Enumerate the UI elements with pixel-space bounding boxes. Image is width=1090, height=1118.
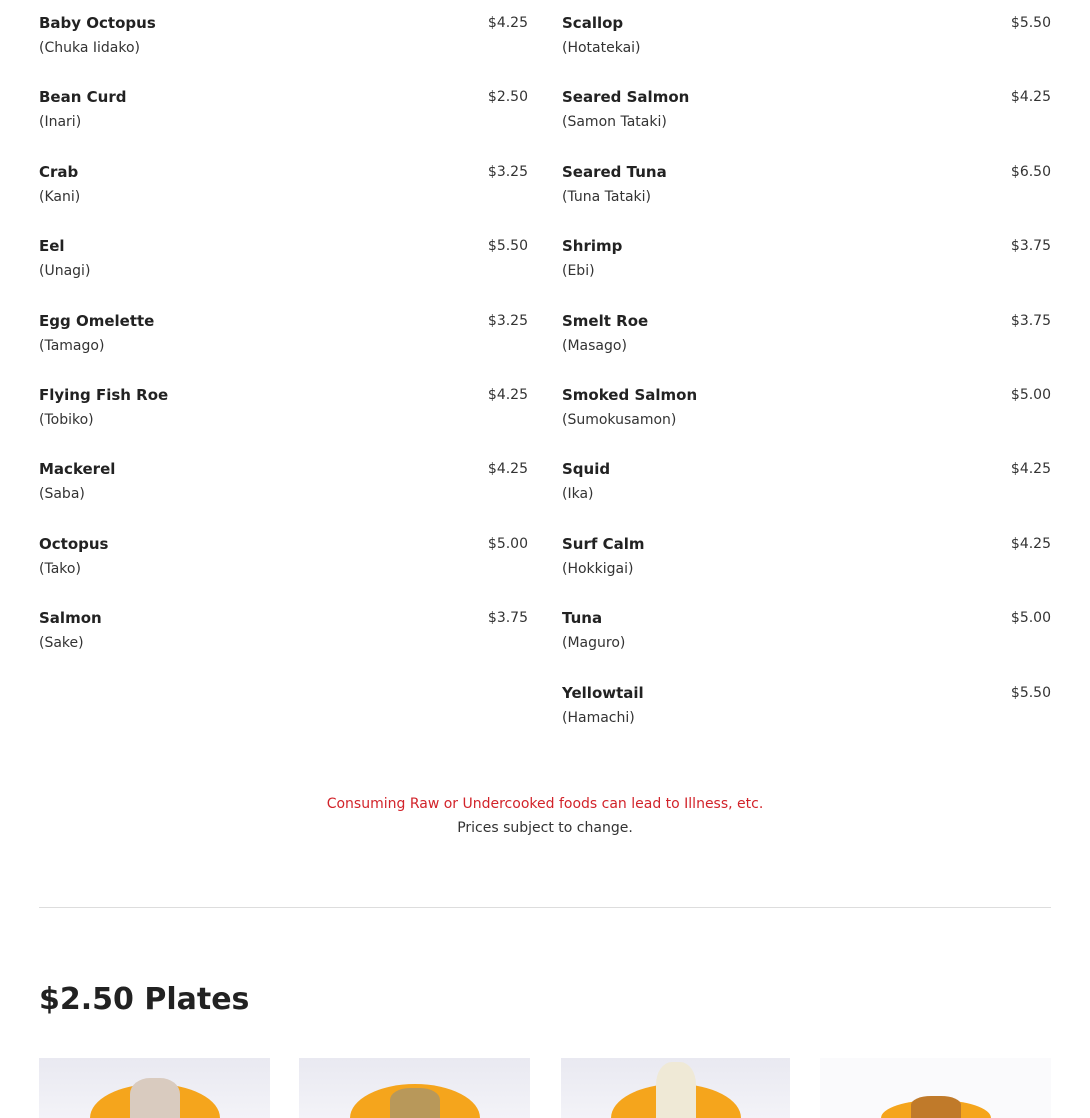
menu-item: [39, 457, 528, 531]
item-price: $5.50: [1010, 684, 1051, 701]
item-price: $4.25: [1010, 89, 1051, 106]
menu-item: [562, 457, 1051, 531]
menu-item: [39, 234, 528, 308]
item-japanese-name: (Sake): [39, 635, 84, 652]
item-japanese-name: (Tobiko): [39, 411, 94, 428]
item-price: $4.25: [487, 386, 528, 403]
item-name: Flying Fish Roe: [39, 385, 169, 404]
item-name: Squid: [562, 460, 611, 479]
item-japanese-name: (Hokkigai): [562, 560, 634, 577]
item-japanese-name: (Tamago): [39, 337, 105, 354]
item-name: Yellowtail: [562, 683, 644, 702]
item-price: $4.25: [1010, 461, 1051, 478]
menu-item: [562, 234, 1051, 308]
menu-item: [39, 606, 528, 680]
menu-item: [39, 11, 528, 85]
item-name: Smoked Salmon: [562, 385, 698, 404]
item-name: Baby Octopus: [39, 14, 156, 32]
item-price: $4.25: [1010, 535, 1051, 552]
item-name: Smelt Roe: [562, 311, 649, 330]
item-japanese-name: (Sumokusamon): [562, 411, 677, 428]
item-japanese-name: (Masago): [562, 337, 627, 354]
menu-item: [562, 85, 1051, 159]
menu-item: [562, 160, 1051, 234]
item-japanese-name: (Chuka Iidako): [39, 40, 140, 56]
item-name: Tuna: [562, 609, 603, 628]
menu-item: [39, 160, 528, 234]
item-price: $3.75: [1010, 312, 1051, 329]
item-japanese-name: (Ebi): [562, 263, 595, 280]
item-name: Octopus: [39, 534, 109, 553]
item-price: $3.25: [487, 312, 528, 329]
item-price: $4.25: [487, 15, 528, 31]
item-japanese-name: (Kani): [39, 188, 81, 205]
item-japanese-name: (Samon Tataki): [562, 114, 667, 131]
menu-item: [562, 309, 1051, 383]
item-japanese-name: (Saba): [39, 486, 85, 503]
product-image[interactable]: [299, 1058, 530, 1118]
item-japanese-name: (Tako): [39, 560, 81, 577]
item-price: $5.00: [487, 535, 528, 552]
item-name: Surf Calm: [562, 534, 645, 553]
menu-item: [39, 85, 528, 159]
menu-item: [562, 606, 1051, 680]
item-price: $3.25: [487, 163, 528, 180]
section-title: $2.50 Plates: [39, 982, 250, 1017]
item-price: $6.50: [1010, 163, 1051, 180]
menu-item: [39, 532, 528, 606]
menu-item: [562, 532, 1051, 606]
item-japanese-name: (Hamachi): [562, 709, 635, 726]
menu-column-right: [562, 11, 1051, 755]
menu-notice: [0, 792, 1090, 840]
item-price: $2.50: [487, 89, 528, 106]
item-name: Seared Tuna: [562, 162, 667, 181]
menu-item: [562, 681, 1051, 755]
item-price: $5.50: [487, 238, 528, 255]
food-graphic: [130, 1078, 180, 1118]
item-japanese-name: (Hotatekai): [562, 40, 641, 56]
item-japanese-name: (Unagi): [39, 263, 91, 280]
food-graphic: [911, 1096, 961, 1118]
item-japanese-name: (Ika): [562, 486, 594, 503]
food-graphic: [656, 1062, 696, 1118]
item-japanese-name: (Tuna Tataki): [562, 188, 652, 205]
item-price: $5.00: [1010, 386, 1051, 403]
item-name: Salmon: [39, 609, 102, 628]
item-japanese-name: (Inari): [39, 114, 82, 131]
product-image[interactable]: [561, 1058, 790, 1118]
price-disclaimer: Prices subject to change.: [457, 820, 633, 836]
product-image[interactable]: [39, 1058, 270, 1118]
product-image[interactable]: [820, 1058, 1051, 1118]
item-price: $5.00: [1010, 610, 1051, 627]
item-price: $3.75: [1010, 238, 1051, 255]
menu-item: [562, 11, 1051, 85]
food-graphic: [390, 1088, 440, 1118]
menu-item: [39, 383, 528, 457]
item-name: Crab: [39, 162, 79, 181]
section-divider: [39, 907, 1051, 908]
item-name: Scallop: [562, 14, 624, 32]
item-name: Seared Salmon: [562, 88, 690, 107]
item-price: $4.25: [487, 461, 528, 478]
item-name: Mackerel: [39, 460, 116, 479]
item-name: Bean Curd: [39, 88, 127, 107]
item-price: $3.75: [487, 610, 528, 627]
menu-column-left: [39, 11, 528, 681]
item-name: Egg Omelette: [39, 311, 155, 330]
menu-item: [562, 383, 1051, 457]
item-japanese-name: (Maguro): [562, 635, 626, 652]
item-price: $5.50: [1010, 15, 1051, 31]
raw-food-warning: Consuming Raw or Undercooked foods can lead to Illness, etc.: [326, 796, 764, 812]
menu-item: [39, 309, 528, 383]
item-name: Shrimp: [562, 237, 623, 256]
item-name: Eel: [39, 237, 65, 256]
